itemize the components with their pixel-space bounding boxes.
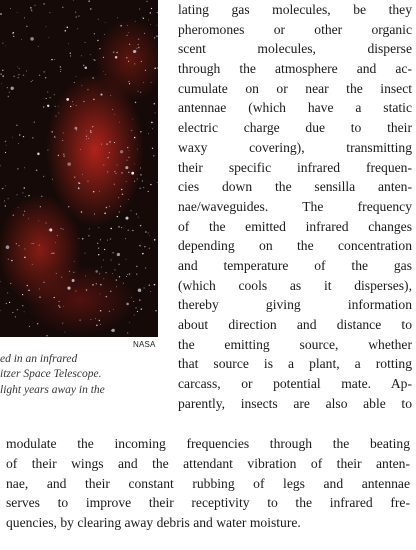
- text-line: carcass, or potential mate. Ap-: [178, 376, 412, 392]
- text-line: modulate the incoming frequencies through the beating: [6, 436, 410, 451]
- text-line: thereby giving information: [178, 297, 412, 313]
- article-full-width-text: [6, 434, 410, 533]
- star-field: [0, 0, 158, 337]
- text-line: scent molecules, disperse: [178, 41, 412, 57]
- text-line: waxy covering), transmitting: [178, 139, 412, 155]
- text-line: and temperature of the gas: [178, 257, 412, 273]
- text-line: antennae (which have a static: [178, 100, 412, 116]
- text-line: parently, insects are also able to: [178, 395, 412, 411]
- text-line: quencies, by clearing away debris and water moisture.: [6, 515, 301, 531]
- text-line: cumulate on or near the insect: [178, 80, 412, 96]
- text-line: nae/waveguides. The frequency: [178, 198, 412, 214]
- photo-credit: NASA: [133, 340, 156, 349]
- text-line: pheromones or other organic: [178, 21, 412, 37]
- text-line: their specific infrared frequen-: [178, 159, 412, 175]
- caption-line: itzer Space Telescope.: [0, 368, 102, 381]
- caption-line: ed in an infrared: [0, 353, 78, 365]
- text-line: serves to improve their receptivity to the infrared fre-: [6, 495, 410, 511]
- text-line: through the atmosphere and ac-: [178, 61, 412, 77]
- article-right-column: [178, 0, 412, 413]
- caption-line: light years away in the: [0, 383, 105, 396]
- text-line: of the emitted infrared changes: [178, 218, 412, 234]
- text-line: cies down the sensilla anten-: [178, 179, 412, 195]
- text-line: about direction and distance to: [178, 317, 412, 332]
- text-line: that source is a plant, a rotting: [178, 356, 412, 372]
- text-line: nae, and their constant rubbing of legs and antennae: [6, 475, 410, 491]
- text-line: depending on the concentration: [178, 238, 412, 254]
- text-line: lating gas molecules, be they: [178, 2, 412, 17]
- text-line: of their wings and the attendant vibration of their anten-: [6, 455, 410, 471]
- nebula-photo: [0, 0, 158, 337]
- text-line: the emitting source, whether: [178, 336, 412, 352]
- figure-caption: [0, 352, 172, 398]
- text-line: (which cools as it disperses),: [178, 277, 412, 293]
- text-line: electric charge due to their: [178, 120, 412, 136]
